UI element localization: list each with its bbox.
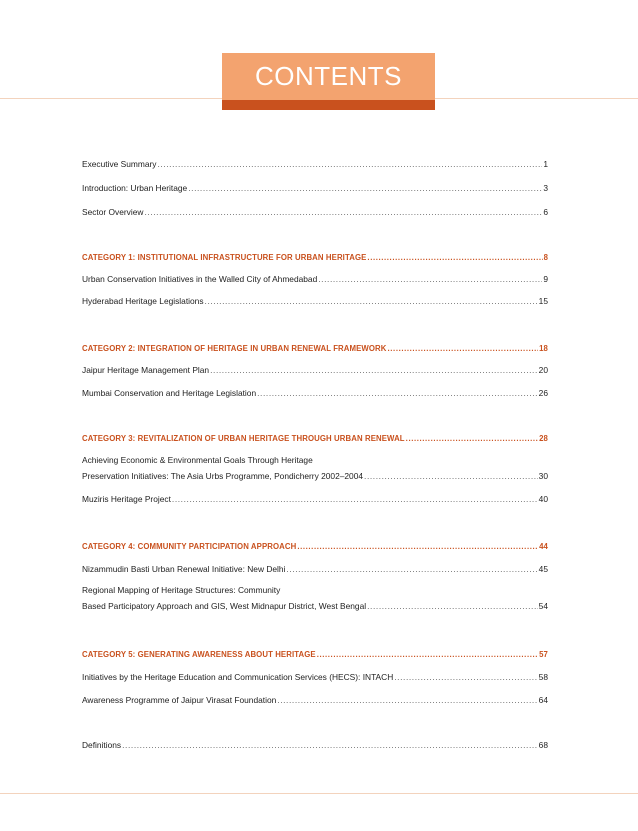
toc-entry[interactable]: Sector Overview ..... 6 xyxy=(82,207,548,218)
title-underline-bar xyxy=(222,100,435,110)
toc-category-heading[interactable]: CATEGORY 5: GENERATING AWARENESS ABOUT HERITAGE ..... 57 xyxy=(82,649,548,660)
contents-title: CONTENTS xyxy=(222,53,435,100)
toc-entry[interactable]: Achieving Economic & Environmental Goals Through Heritage Preservation Initiatives: The Asia Urbs Programme, Pondicherry 2002–2004 ..... 30 xyxy=(82,455,548,482)
toc-entry[interactable]: Definitions ..... 68 xyxy=(82,740,548,751)
toc-entry[interactable]: Awareness Programme of Jaipur Virasat Foundation ..... 64 xyxy=(82,695,548,706)
toc-entry[interactable]: Initiatives by the Heritage Education and Communication Services (HECS): INTACH ..... 58 xyxy=(82,672,548,683)
toc-entry[interactable]: Introduction: Urban Heritage ..... 3 xyxy=(82,183,548,194)
toc-category-heading[interactable]: CATEGORY 1: INSTITUTIONAL INFRASTRUCTURE FOR URBAN HERITAGE ..... 8 xyxy=(82,252,548,263)
toc-entry[interactable]: Mumbai Conservation and Heritage Legislation ..... 26 xyxy=(82,388,548,399)
bottom-rule xyxy=(0,793,638,794)
toc-category-heading[interactable]: CATEGORY 3: REVITALIZATION OF URBAN HERITAGE THROUGH URBAN RENEWAL ..... 28 xyxy=(82,433,548,444)
toc-entry[interactable]: Executive Summary ..... 1 xyxy=(82,159,548,170)
toc-category-heading[interactable]: CATEGORY 2: INTEGRATION OF HERITAGE IN URBAN RENEWAL FRAMEWORK ..... 18 xyxy=(82,343,548,354)
toc-entry[interactable]: Regional Mapping of Heritage Structures: Community Based Participatory Approach and GIS, West Midnapur District, West Bengal ..... 54 xyxy=(82,585,548,612)
toc-category-heading[interactable]: CATEGORY 4: COMMUNITY PARTICIPATION APPROACH ..... 44 xyxy=(82,541,548,552)
toc-entry[interactable]: Jaipur Heritage Management Plan ..... 20 xyxy=(82,365,548,376)
toc-entry[interactable]: Hyderabad Heritage Legislations ..... 15 xyxy=(82,296,548,307)
toc-entry[interactable]: Muziris Heritage Project ..... 40 xyxy=(82,494,548,505)
toc-entry[interactable]: Urban Conservation Initiatives in the Walled City of Ahmedabad ..... 9 xyxy=(82,274,548,285)
toc-entry[interactable]: Nizammudin Basti Urban Renewal Initiative: New Delhi ..... 45 xyxy=(82,564,548,575)
